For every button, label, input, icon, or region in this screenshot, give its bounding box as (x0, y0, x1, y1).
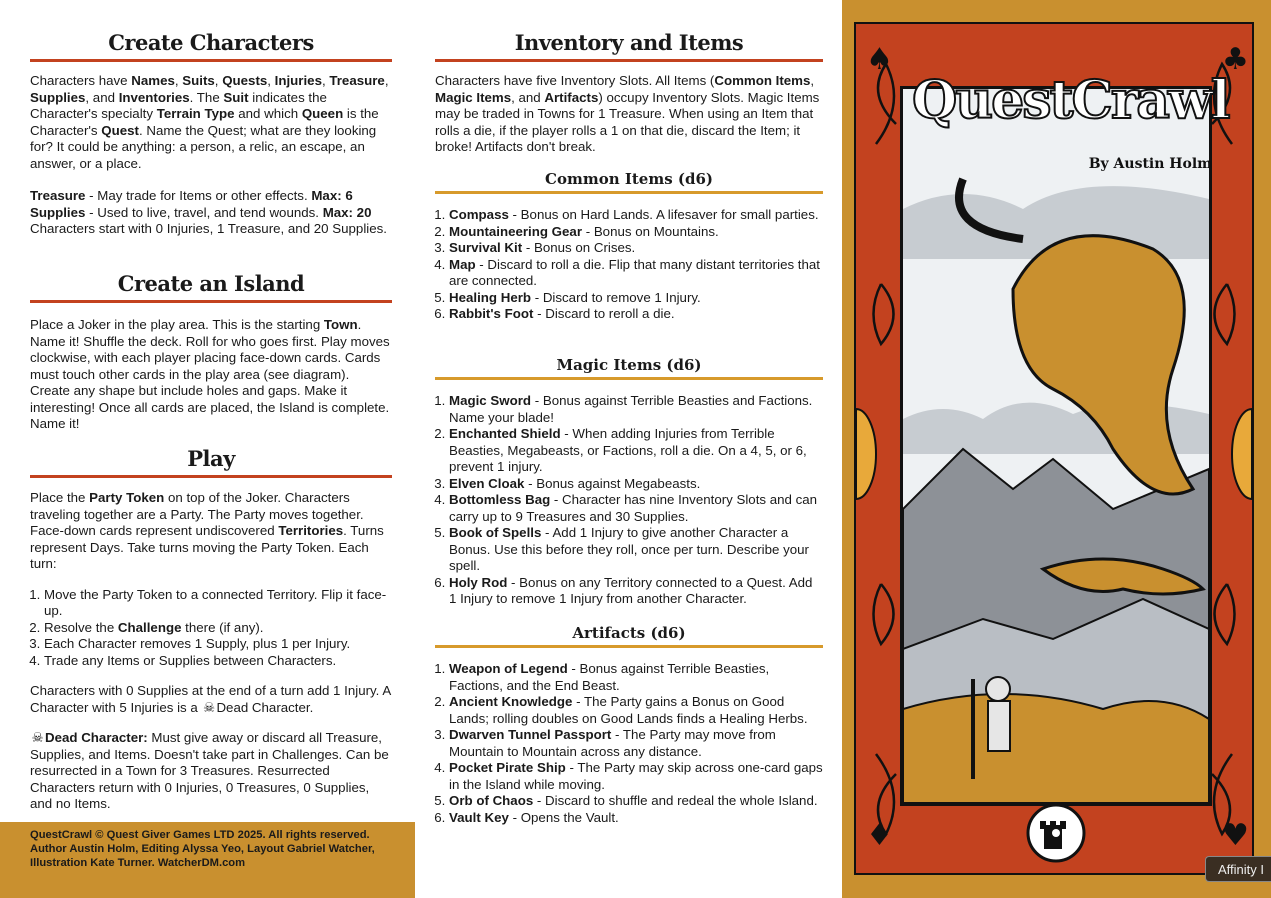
credits-text: QuestCrawl © Quest Giver Games LTD 2025. All rights reserved. Author Austin Holm, Editing Alyssa Yeo, Layout Gabriel Watcher, Illustration Kate Turner. WatcherDM.com (30, 829, 375, 869)
club-icon: ♣ (1222, 42, 1249, 77)
heading-rule (30, 300, 392, 303)
cover-panel (842, 0, 1271, 898)
artifacts-section (435, 624, 823, 826)
create-island-paragraph: Place a Joker in the play area. This is the starting Town. Name it! Shuffle the deck. Roll for who goes first. Play moves clockwise, with each player placing face-down cards. Cards must touch other cards in the play area (see diagram). Create any shape but include holes and gaps. Make it interesting! Once all cards are placed, the Island is complete. Name it! (30, 317, 390, 431)
list-item: 6. Rabbit's Foot - Discard to reroll a die. (449, 306, 823, 323)
common-items-list (435, 207, 823, 323)
magic-items-list (435, 393, 823, 608)
turn-steps-list (30, 587, 392, 670)
create-characters-heading: Create Characters (108, 30, 314, 55)
inventory-paragraph: Characters have five Inventory Slots. All Items (Common Items, Magic Items, and Artifacts) occupy Inventory Slots. Magic Items may be traded in Towns for 1 Treasure. When using an Item that rolls a die, if the player rolls a 1 on that die, discard the Item; it broke! Artifacts don't break. (435, 73, 820, 154)
create-characters-paragraph: Characters have Names, Suits, Quests, Injuries, Treasure, Supplies, and Inventories. The Suit indicates the Character's specialty Terrain Type and which Queen is the Character's Quest. Name the Quest; what are they looking for? It could be anything: a person, a relic, an escape, an answer, or a place. (30, 73, 389, 171)
diamond-icon: ♦ (866, 818, 893, 853)
list-item: 5. Healing Herb - Discard to remove 1 Injury. (449, 290, 823, 307)
inventory-heading: Inventory and Items (514, 30, 744, 55)
treasure-supplies-paragraph: Treasure - May trade for Items or other effects. Max: 6 Supplies - Used to live, travel, and tend wounds. Max: 20 Characters start with 0 Injuries, 1 Treasure, and 20 Supplies. (30, 188, 387, 236)
create-island-heading: Create an Island (117, 271, 305, 296)
create-characters-section (30, 30, 392, 238)
cover-illustration (900, 86, 1212, 806)
list-item: 3. Survival Kit - Bonus on Crises. (449, 240, 823, 257)
list-item: 4. Trade any Items or Supplies between Characters. (44, 653, 392, 670)
list-item: 3. Elven Cloak - Bonus against Megabeasts. (449, 476, 823, 493)
tower-emblem-icon (1026, 803, 1086, 863)
list-item: 1. Move the Party Token to a connected Territory. Flip it face-up. (44, 587, 392, 620)
cover-title: QuestCrawl (912, 70, 1229, 131)
middle-column (415, 0, 842, 898)
list-item: 3. Dwarven Tunnel Passport - The Party may move from Mountain to Mountain across any distance. (449, 727, 823, 760)
heading-rule (435, 191, 823, 194)
play-section (30, 446, 392, 813)
artifacts-list (435, 661, 823, 826)
heading-rule (435, 59, 823, 62)
list-item: 5. Book of Spells - Add 1 Injury to give another Character a Bonus. Use this before they roll, once per turn. Describe your spell. (449, 525, 823, 575)
list-item: 4. Bottomless Bag - Character has nine Inventory Slots and can carry up to 9 Treasures and 30 Supplies. (449, 492, 823, 525)
supply-rule-paragraph: Characters with 0 Supplies at the end of a turn add 1 Injury. A Character with 5 Injuries is a ☠ Dead Character. (30, 683, 391, 715)
magic-items-section (435, 356, 823, 608)
spade-icon: ♠ (866, 42, 893, 77)
inventory-section (435, 30, 823, 156)
list-item: 3. Each Character removes 1 Supply, plus 1 per Injury. (44, 636, 392, 653)
list-item: 1. Compass - Bonus on Hard Lands. A lifesaver for small parties. (449, 207, 823, 224)
dead-character-paragraph: ☠ Dead Character: Must give away or discard all Treasure, Supplies, and Items. Doesn't take part in Challenges. Can be resurrected in a Town for 3 Treasures. Resurrected Characters return with 0 Injuries, 0 Treasures, 0 Supplies, and no Items. (30, 730, 389, 811)
heading-rule (30, 59, 392, 62)
common-items-heading: Common Items (d6) (545, 170, 713, 188)
artifacts-heading: Artifacts (d6) (572, 624, 686, 642)
credits-footer (0, 822, 415, 898)
skull-icon: ☠ (202, 699, 215, 715)
list-item: 4. Map - Discard to roll a die. Flip that many distant territories that are connected. (449, 257, 823, 290)
list-item: 2. Enchanted Shield - When adding Injuries from Terrible Beasties, Megabeasts, or Factions, roll a die. On a 4, 5, or 6, prevent 1 injury. (449, 426, 823, 476)
heading-rule (30, 475, 392, 478)
list-item: 1. Magic Sword - Bonus against Terrible Beasties and Factions. Name your blade! (449, 393, 823, 426)
list-item: 2. Resolve the Challenge there (if any). (44, 620, 392, 637)
heading-rule (435, 645, 823, 648)
affinity-tab[interactable]: Affinity I (1205, 856, 1271, 882)
left-column (0, 0, 415, 898)
play-paragraph: Place the Party Token on top of the Joker. Characters traveling together are a Party. The Party moves together. Face-down cards represent undiscovered Territories. Turns represent Days. Take turns moving the Party Token. Each turn: (30, 490, 384, 571)
play-heading: Play (187, 446, 235, 471)
magic-items-heading: Magic Items (d6) (556, 356, 702, 374)
list-item: 2. Mountaineering Gear - Bonus on Mountains. (449, 224, 823, 241)
list-item: 6. Vault Key - Opens the Vault. (449, 810, 823, 827)
list-item: 5. Orb of Chaos - Discard to shuffle and redeal the whole Island. (449, 793, 823, 810)
list-item: 2. Ancient Knowledge - The Party gains a Bonus on Good Lands; rolling doubles on Good Lands finds a Healing Herbs. (449, 694, 823, 727)
cover-author: By Austin Holm (1088, 156, 1212, 172)
list-item: 4. Pocket Pirate Ship - The Party may skip across one-card gaps in the Island while moving. (449, 760, 823, 793)
list-item: 1. Weapon of Legend - Bonus against Terrible Beasties, Factions, and the End Beast. (449, 661, 823, 694)
skull-icon: ☠ (31, 730, 44, 745)
heart-icon: ♥ (1222, 818, 1249, 853)
heading-rule (435, 377, 823, 380)
dragon-knight-illustration (903, 89, 1209, 803)
create-island-section (30, 271, 392, 433)
common-items-section (435, 170, 823, 323)
list-item: 6. Holy Rod - Bonus on any Territory connected to a Quest. Add 1 Injury to remove 1 Injury from another Character. (449, 575, 823, 608)
